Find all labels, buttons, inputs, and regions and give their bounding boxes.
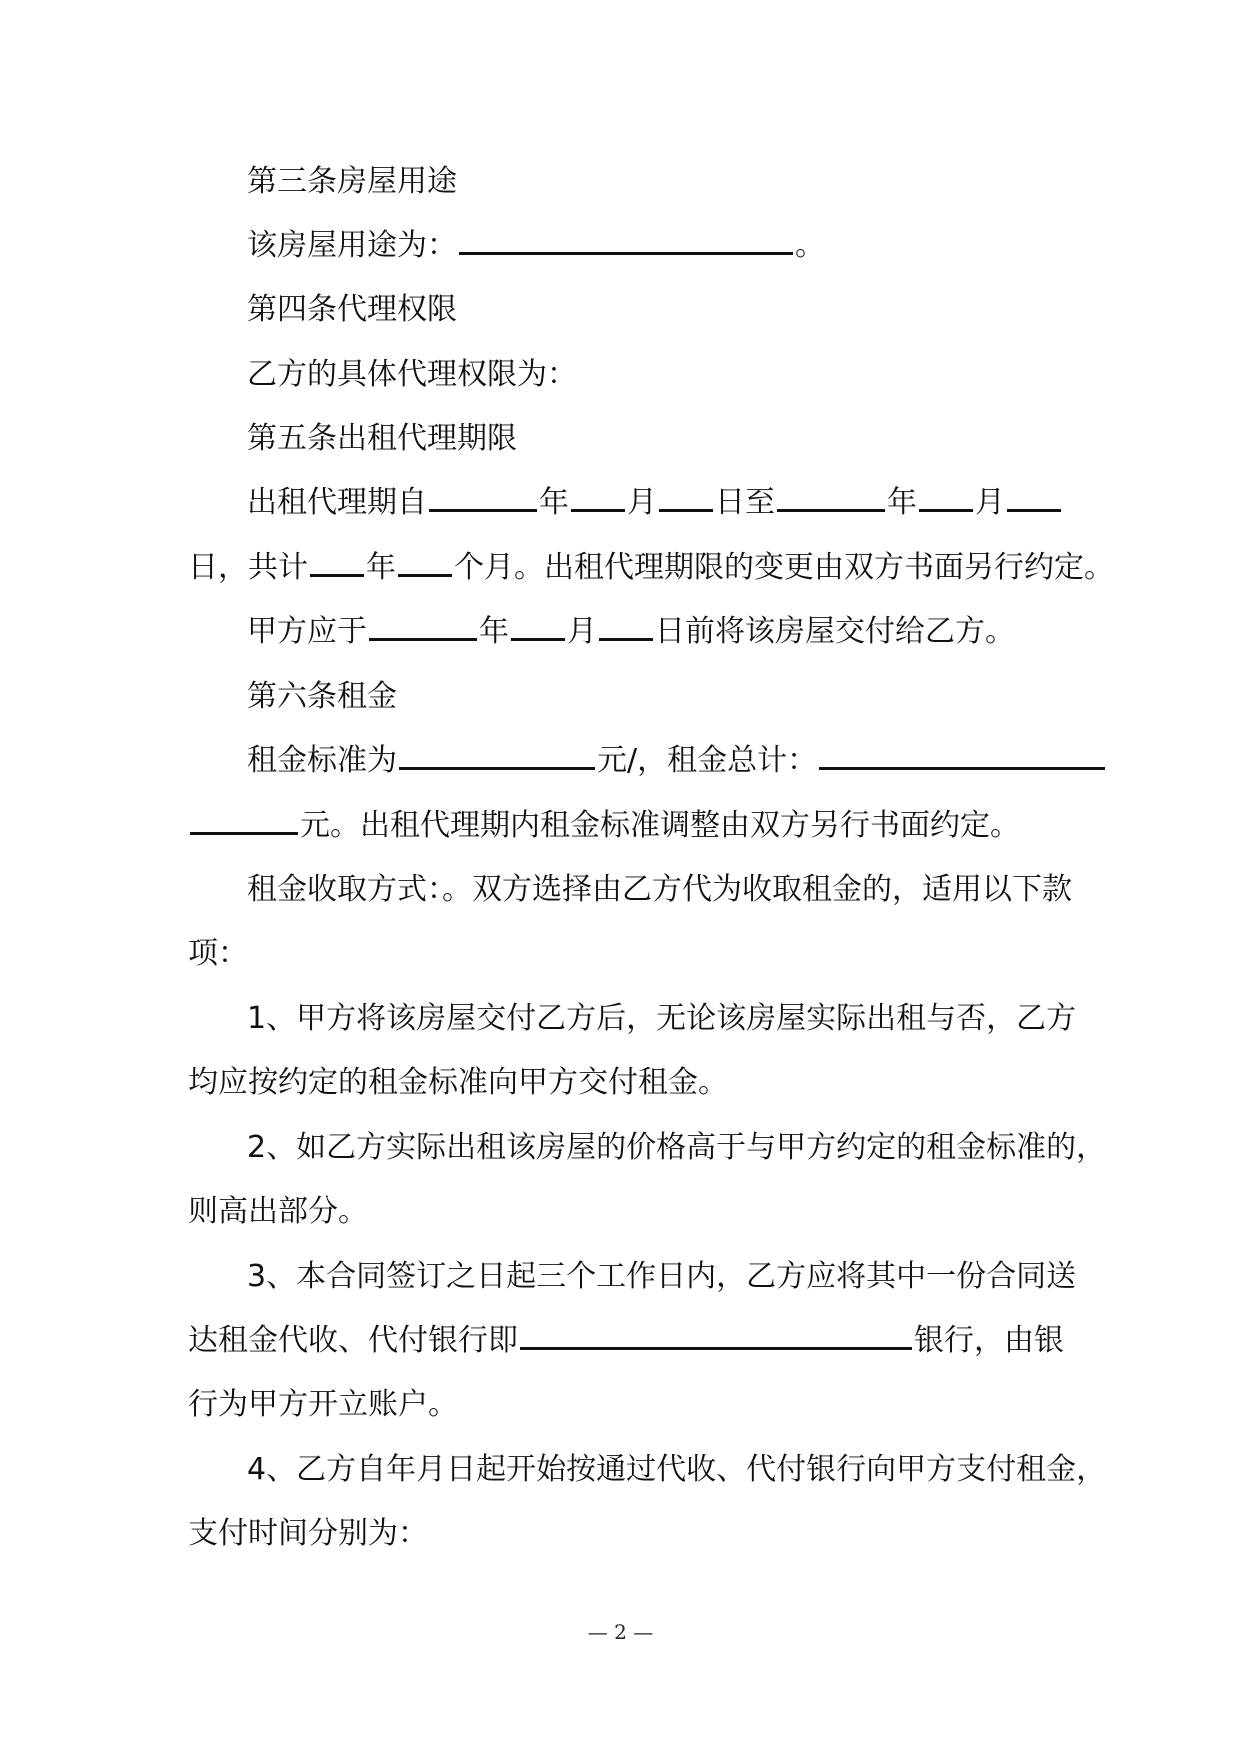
article6-collect-line2: 项：	[188, 936, 248, 971]
article5-delivery: 甲方应于 年 月 日前将该房屋交付给乙方。	[247, 614, 1015, 649]
article3-use-line: 该房屋用途为： 。	[247, 228, 825, 263]
article6-collect-line1: 租金收取方式：。双方选择由乙方代为收取租金的，适用以下款	[247, 872, 1072, 907]
page-number: — 2 —	[587, 1620, 654, 1644]
item4-line1: 4、乙方自年月日起开始按通过代收、代付银行向甲方支付租金，	[247, 1452, 1107, 1487]
fill-blank	[310, 550, 364, 577]
article6-heading: 第六条租金	[247, 679, 397, 714]
fill-blank	[599, 614, 653, 641]
item1-line1: 1、甲方将该房屋交付乙方后，无论该房屋实际出租与否，乙方	[247, 1001, 1077, 1036]
article5-period-line1: 出租代理期自 年 月 日至 年 月	[0, 483, 1241, 523]
fill-blank	[520, 1323, 912, 1350]
item2-line2: 则高出部分。	[188, 1194, 368, 1229]
article3-heading: 第三条房屋用途	[247, 164, 457, 199]
item3-line2: 达租金代收、代付银行即 银行，由银	[188, 1323, 1064, 1358]
fill-blank	[398, 550, 452, 577]
article6-rent-line2: 元。出租代理期内租金标准调整由双方另行书面约定。	[0, 806, 1241, 846]
fill-blank	[190, 808, 298, 835]
article5-period-line2: 日，共计 年 个月。出租代理期限的变更由双方书面另行约定。	[188, 550, 1114, 585]
item4-line2: 支付时间分别为：	[188, 1516, 428, 1551]
fill-blank	[369, 614, 477, 641]
article5-heading: 第五条出租代理期限	[247, 421, 517, 456]
fill-blank	[459, 228, 793, 255]
fill-blank	[429, 485, 537, 512]
fill-blank	[919, 485, 973, 512]
item3-line3: 行为甲方开立账户。	[188, 1387, 458, 1422]
fill-blank	[659, 485, 713, 512]
article6-rent-line1: 租金标准为 元/，租金总计：	[0, 741, 1241, 781]
item3-line1: 3、本合同签订之日起三个工作日内，乙方应将其中一份合同送	[247, 1259, 1077, 1294]
fill-blank	[399, 743, 595, 770]
item1-line2: 均应按约定的租金标准向甲方交付租金。	[188, 1065, 728, 1100]
article4-heading: 第四条代理权限	[247, 292, 457, 327]
item2-line1: 2、如乙方实际出租该房屋的价格高于与甲方约定的租金标准的，	[247, 1130, 1107, 1165]
fill-blank	[511, 614, 565, 641]
fill-blank	[777, 485, 885, 512]
fill-blank	[571, 485, 625, 512]
fill-blank	[1007, 485, 1061, 512]
article4-scope: 乙方的具体代理权限为：	[247, 357, 577, 392]
fill-blank	[819, 743, 1105, 770]
